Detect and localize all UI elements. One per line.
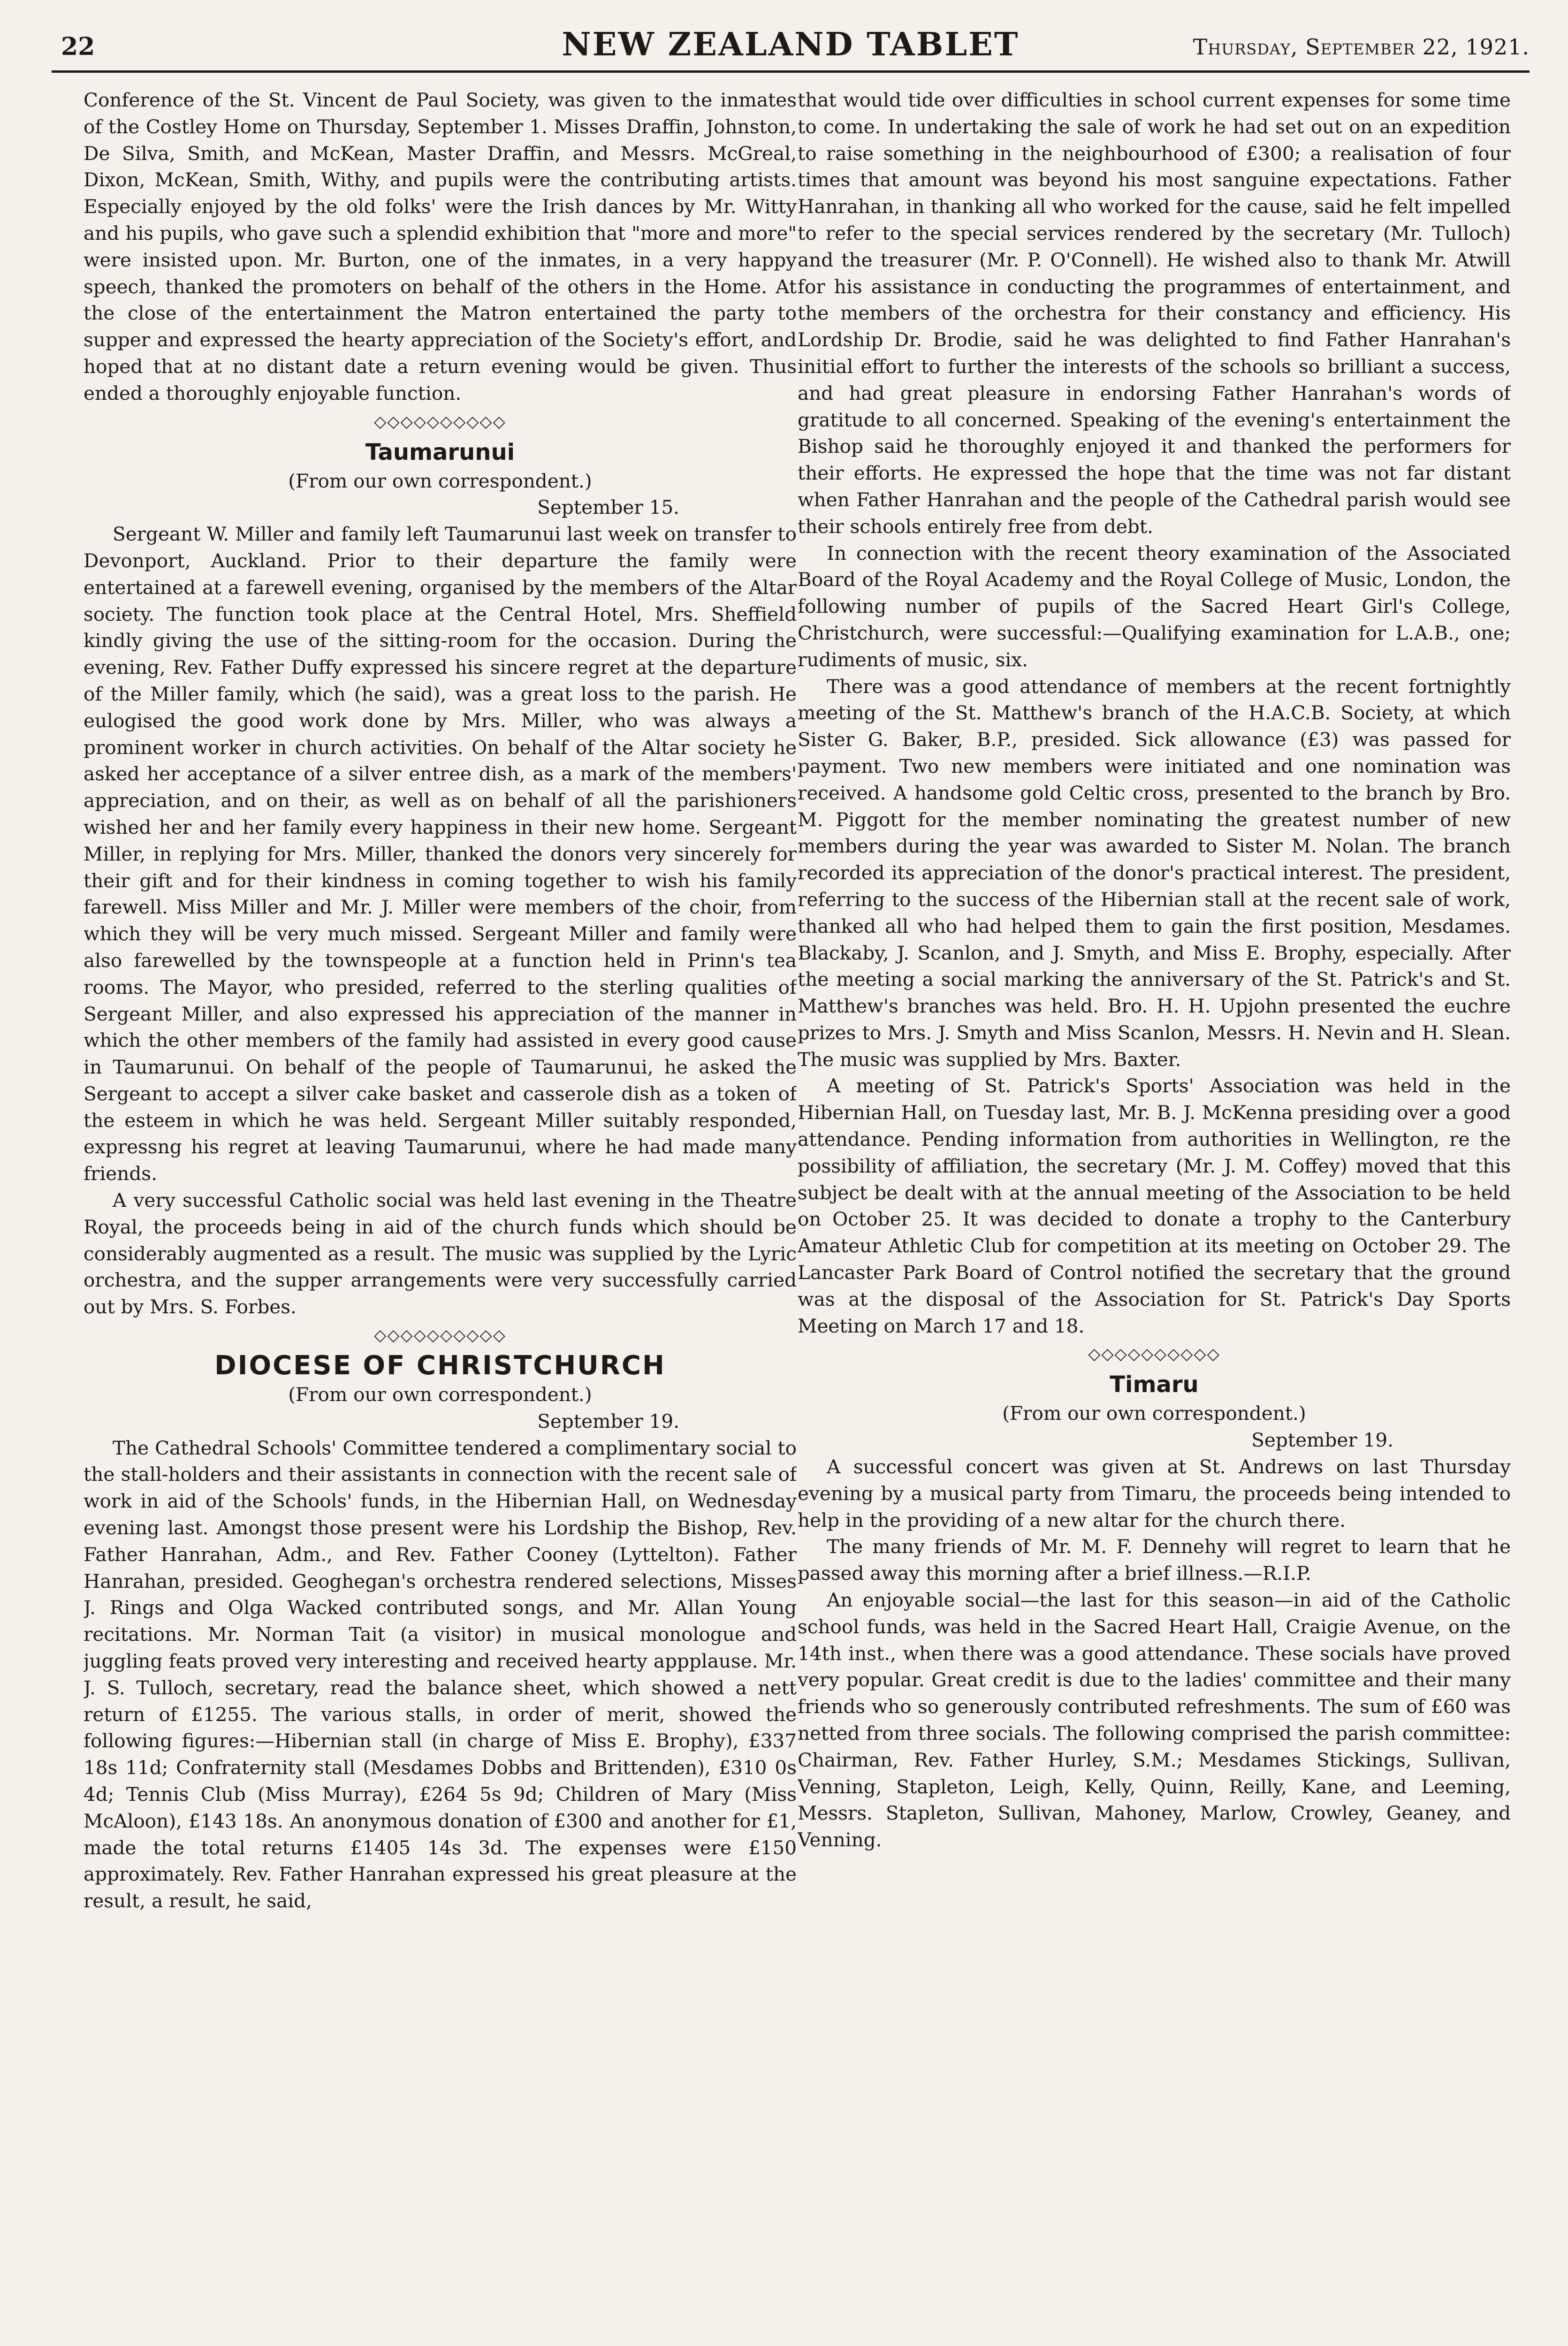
article-paragraph: A very successful Catholic social was held last evening in the Theatre Royal, the proceeds being in aid of the church funds which should be considerably augmented as a result. The music was supplied by the Lyric orchestra, and the supper arrangements were very successfully carried out by Mrs. S. Forbes. <box>84 1189 797 1318</box>
byline: (From our own correspondent.) <box>1002 1402 1306 1425</box>
article-paragraph: A meeting of St. Patrick's Sports' Association was held in the Hibernian Hall, on Tuesday last, Mr. B. J. McKenna presiding over a good attendance. Pending information from authorities in Wellington, re the possibility of affiliation, the secretary (Mr. J. M. Coffey) moved that this subject be dealt with at the annual meeting of the Association to be held on October 25. It was decided to donate a trophy to the Canterbury Amateur Athletic Club for competition at its meeting on October 29. The Lancaster Park Board of Control notified the secretary that the ground was at the disposal of the Association for St. Patrick's Day Sports Meeting on March 17 and 18. <box>798 1074 1511 1337</box>
masthead <box>52 26 1530 73</box>
article-paragraph: In connection with the recent theory examination of the Associated Board of the Royal Academy and the Royal College of Music, London, the following number of pupils of the Sacred Heart Girl's College, Christchurch, were successful:—Qualifying examination for L.A.B., one; rudiments of music, six. <box>798 541 1511 671</box>
article-paragraph: There was a good attendance of members at the recent fortnightly meeting of the St. Matthew's branch of the H.A.C.B. Society, at which Sister G. Baker, B.P., presided. Sick allowance (£3) was passed for payment. Two new members were initiated and one nomination was received. A handsome gold Celtic cross, presented to the branch by Bro. M. Piggott for the member nominating the greatest number of new members during the year was awarded to Sister M. Nolan. The branch recorded its appreciation of the donor's practical interest. The president, referring to the success of the Hibernian stall at the recent sale of work, thanked all who had helped them to gain the first position, Mesdames. Blackaby, J. Scanlon, and J. Smyth, and Miss E. Brophy, especially. After the meeting a social marking the anniversary of the St. Patrick's and St. Matthew's branches was held. Bro. H. H. Upjohn presented the euchre prizes to Mrs. J. Smyth and Miss Scanlon, Messrs. H. Nevin and H. Slean. The music was supplied by Mrs. Baxter. <box>798 675 1511 1071</box>
section-ornament: ◇◇◇◇◇◇◇◇◇◇ <box>1088 1345 1220 1364</box>
page-number: 22 <box>61 32 95 61</box>
left-column <box>84 87 797 2346</box>
section-heading-timaru: Timaru <box>1110 1371 1199 1398</box>
dateline: September 19. <box>1251 1429 1393 1452</box>
article-paragraph: The Cathedral Schools' Committee tendered a complimentary social to the stall-holders and their assistants in connection with the recent sale of work in aid of the Schools' funds, in the Hibernian Hall, on Wednesday evening last. Amongst those present were his Lordship the Bishop, Rev. Father Hanrahan, Adm., and Rev. Father Cooney (Lyttelton). Father Hanrahan, presided. Geoghegan's orchestra rendered selections, Misses J. Rings and Olga Wacked contributed songs, and Mr. Allan Young recitations. Mr. Norman Tait (a visitor) in musical monologue and juggling feats proved very interesting and received hearty appplause. Mr. J. S. Tulloch, secretary, read the balance sheet, which showed a nett return of £1255. The various stalls, in order of merit, showed the following figures:—Hibernian stall (in charge of Miss E. Brophy), £337 18s 11d; Confraternity stall (Mesdames Dobbs and Brittenden), £310 0s 4d; Tennis Club (Miss Murray), £264 5s 9d; Children of Mary (Miss McAloon), £143 18s. An anonymous donation of £300 and another for £1, made the total returns £1405 14s 3d. The expenses were £150 approximately. Rev. Father Hanrahan expressed his great pleasure at the result, a result, he said, <box>84 1436 797 1912</box>
section-ornament: ◇◇◇◇◇◇◇◇◇◇ <box>374 1326 506 1345</box>
right-column <box>798 87 1511 2346</box>
byline: (From our own correspondent.) <box>288 469 592 492</box>
section-ornament: ◇◇◇◇◇◇◇◇◇◇ <box>374 412 506 431</box>
article-paragraph: that would tide over difficulties in school current expenses for some time to come. In undertaking the sale of work he had set out on an expedition to raise something in the neighbourhood of £300; a realisation of four times that amount was beyond his most sanguine expectations. Father Hanrahan, in thanking all who worked for the cause, said he felt impelled to refer to the special services rendered by the secretary (Mr. Tulloch) and the treasurer (Mr. P. O'Connell). He wished also to thank Mr. Atwill for his assistance in conducting the programmes of entertainment, and the members of the orchestra for their constancy and efficiency. His Lordship Dr. Brodie, said he was delighted to find Father Hanrahan's initial effort to further the interests of the schools so brilliant a success, and had great pleasure in endorsing Father Hanrahan's words of gratitude to all concerned. Speaking of the evening's entertainment the Bishop said he thoroughly enjoyed it and thanked the performers for their efforts. He expressed the hope that the time was not far distant when Father Hanrahan and the people of the Cathedral parish would see their schools entirely free from debt. <box>798 89 1511 538</box>
article-paragraph: Conference of the St. Vincent de Paul Society, was given to the inmates of the Costley Home on Thursday, September 1. Misses Draffin, Johnston, De Silva, Smith, and McKean, Master Draffin, and Messrs. McGreal, Dixon, McKean, Smith, Withy, and pupils were the contributing artists. Especially enjoyed by the old folks' were the Irish dances by Mr. Witty and his pupils, who gave such a splendid exhibition that "more and more" were insisted upon. Mr. Burton, one of the inmates, in a very happy speech, thanked the promoters on behalf of the others in the Home. At the close of the entertainment the Matron entertained the party to supper and expressed the hearty appreciation of the Society's effort, and hoped that at no distant date a return evening would be given. Thus ended a thoroughly enjoyable function. <box>84 89 797 404</box>
dateline: September 15. <box>537 496 679 519</box>
article-paragraph: A successful concert was given at St. Andrews on last Thursday evening by a musical party from Timaru, the proceeds being intended to help in the providing of a new altar for the church there. <box>798 1455 1511 1531</box>
article-paragraph: The many friends of Mr. M. F. Dennehy will regret to learn that he passed away this morning after a brief illness.—R.I.P. <box>798 1535 1511 1585</box>
article-paragraph: An enjoyable social—the last for this season—in aid of the Catholic school funds, was held in the Sacred Heart Hall, Craigie Avenue, on the 14th inst., when there was a good attendance. These socials have proved very popular. Great credit is due to the ladies' committee and their many friends who so generously contributed refreshments. The sum of £60 was netted from three socials. The following comprised the parish committee: Chairman, Rev. Father Hurley, S.M.; Mesdames Stickings, Sullivan, Venning, Stapleton, Leigh, Kelly, Quinn, Reilly, Kane, and Leeming, Messrs. Stapleton, Sullivan, Mahoney, Marlow, Crowley, Geaney, and Venning. <box>798 1589 1511 1851</box>
byline: (From our own correspondent.) <box>288 1383 592 1406</box>
section-heading-taumarunui: Taumarunui <box>365 439 515 465</box>
section-heading-christchurch: DIOCESE OF CHRISTCHURCH <box>214 1350 666 1381</box>
dateline: September 19. <box>537 1409 679 1432</box>
article-paragraph: Sergeant W. Miller and family left Taumarunui last week on transfer to Devonport, Auckland. Prior to their departure the family were entertained at a farewell evening, organised by the members of the Altar society. The function took place at the Central Hotel, Mrs. Sheffield kindly giving the use of the sitting-room for the occasion. During the evening, Rev. Father Duffy expressed his sincere regret at the departure of the Miller family, which (he said), was a great loss to the parish. He eulogised the good work done by Mrs. Miller, who was always a prominent worker in church activities. On behalf of the Altar society he asked her acceptance of a silver entree dish, as a mark of the members' appreciation, and on their, as well as on behalf of all the parishioners wished her and her family every happiness in their new home. Sergeant Miller, in replying for Mrs. Miller, thanked the donors very sincerely for their gift and for their kindness in coming together to wish his family farewell. Miss Miller and Mr. J. Miller were members of the choir, from which they will be very much missed. Sergeant Miller and family were also farewelled by the townspeople at a function held in Prinn's tea rooms. The Mayor, who presided, referred to the sterling qualities of Sergeant Miller, and also expressed his appreciation of the manner in which the other members of the family had assisted in every good cause in Taumarunui. On behalf of the people of Taumarunui, he asked the Sergeant to accept a silver cake basket and casserole dish as a token of the esteem in which he was held. Sergeant Miller suitably responded, expressng his regret at leaving Taumarunui, where he had made many friends. <box>84 523 797 1185</box>
newspaper-title: NEW ZEALAND TABLET <box>562 26 1020 63</box>
issue-date: Thursday, September 22, 1921. <box>1193 34 1530 60</box>
